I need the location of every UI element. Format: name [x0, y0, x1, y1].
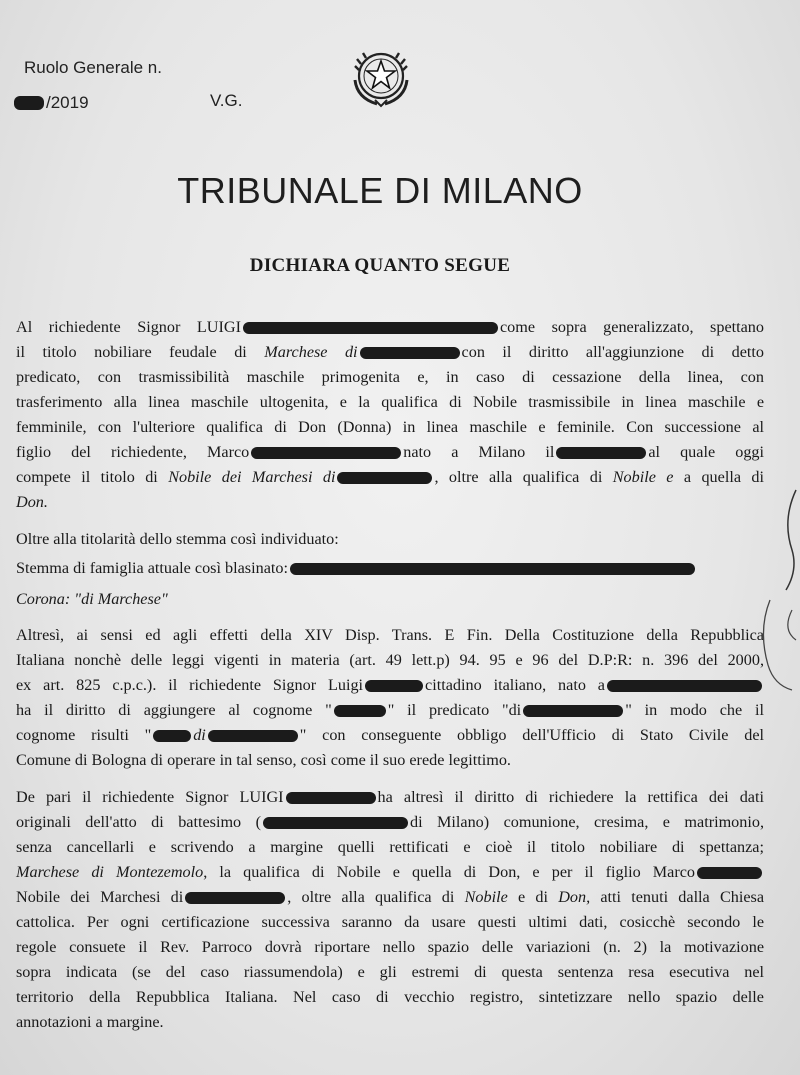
- para5-line4: ha il diritto di aggiungere al cognome " " il predicato "di " in modo che il: [16, 701, 764, 719]
- para5-line6: Comune di Bologna di operare in tal senso, così come il suo erede legittimo.: [16, 751, 511, 769]
- para1-line7: compete il titolo di Nobile dei Marchesi di , oltre alla qualifica di Nobile e a quella di: [16, 468, 765, 486]
- para1-line8: Don.: [16, 493, 48, 511]
- redaction-mark: [334, 705, 386, 717]
- para6-line3: senza cancellarli e scrivendo a margine quelli rettificati e cioè il titolo nobiliare di spettanza;: [16, 838, 764, 856]
- redaction-mark: [556, 447, 646, 459]
- para1-line2: il titolo nobiliare feudale di Marchese di con il diritto all'aggiunzione di detto: [16, 343, 764, 361]
- para3-line: Stemma di famiglia attuale così blasinato:: [16, 557, 764, 579]
- para6-line5: Nobile dei Marchesi di , oltre alla qualifica di Nobile e di Don, atti tenuti dalla Chiesa: [16, 888, 765, 906]
- redaction-mark: [286, 792, 376, 804]
- para5-line2: Italiana nonchè delle leggi vigenti in materia (art. 49 lett.p) 94. 95 e 96 del D.P:R: n. 396 del 2000,: [16, 651, 764, 669]
- para5-line1: Altresì, ai sensi ed agli effetti della XIV Disp. Trans. E Fin. Della Costituzione della Repubblica: [16, 626, 764, 644]
- handwritten-signature-mark: [752, 480, 800, 700]
- para5-line5: cognome risulti " di " con conseguente obbligo dell'Ufficio di Stato Civile del: [16, 726, 764, 744]
- para6-line4: Marchese di Montezemolo, la qualifica di Nobile e quella di Don, e per il figlio Marco: [16, 861, 764, 883]
- para6-line7: regole consuete il Rev. Parroco dovrà riportare nello spazio delle variazioni (n. 2) la motivazione: [16, 938, 764, 956]
- court-title: TRIBUNALE DI MILANO: [177, 170, 583, 211]
- para6-line10: annotazioni a margine.: [16, 1013, 164, 1031]
- redaction-mark: [523, 705, 623, 717]
- para5-line3: ex art. 825 c.p.c.). il richiedente Signor Luigi cittadino italiano, nato a: [16, 674, 764, 696]
- para6-line9: territorio della Repubblica Italiana. Nel caso di vecchio registro, sintetizzare nello spazio delle: [16, 988, 764, 1006]
- italian-emblem-icon: [345, 40, 417, 112]
- redaction-mark: [290, 563, 695, 575]
- para1-line4: trasferimento alla linea maschile ultogenita, e la qualifica di Nobile trasmissibile in linea maschile e: [16, 393, 764, 411]
- para1-line5: femminile, con l'ulteriore qualifica di Don (Donna) in linea maschile e feminile. Con successione al: [16, 418, 764, 436]
- redaction-mark: [360, 347, 460, 359]
- para1-line6: figlio del richiedente, Marco nato a Milano il al quale oggi: [16, 443, 764, 461]
- redaction-mark: [243, 322, 498, 334]
- para4-crown: Corona: "di Marchese": [16, 590, 168, 608]
- declaration-heading: DICHIARA QUANTO SEGUE: [249, 255, 511, 276]
- ruolo-generale-label: Ruolo Generale n.: [24, 58, 162, 77]
- case-number: [12, 93, 89, 113]
- redaction-mark: [153, 730, 191, 742]
- redaction-mark: [14, 96, 44, 110]
- redaction-mark: [208, 730, 298, 742]
- vg-label: V.G.: [210, 91, 243, 110]
- redaction-mark: [607, 680, 762, 692]
- para1-line3: predicato, con trasmissibilità maschile primogenita e, in caso di cessazione della linea, con: [16, 368, 764, 386]
- redaction-mark: [337, 472, 432, 484]
- redaction-mark: [697, 867, 762, 879]
- para2-text: Oltre alla titolarità dello stemma così individuato:: [16, 530, 339, 548]
- para1-line1: Al richiedente Signor LUIGI come sopra generalizzato, spettano: [16, 318, 764, 336]
- case-year: /2019: [46, 93, 89, 112]
- redaction-mark: [251, 447, 401, 459]
- para6-line2: originali dell'atto di battesimo ( di Milano) comunione, cresima, e matrimonio,: [16, 813, 764, 831]
- redaction-mark: [365, 680, 423, 692]
- redaction-mark: [185, 892, 285, 904]
- para6-line8: sopra indicata (se del caso riassumendola) e gli estremi di questa sentenza resa esecutiva nel: [16, 963, 764, 981]
- para6-line1: De pari il richiedente Signor LUIGI ha altresì il diritto di richiedere la rettifica dei dati: [16, 788, 764, 806]
- para6-line6: cattolica. Per ogni certificazione successiva saranno da usare questi ultimi dati, cosicchè secondo le: [16, 913, 764, 931]
- redaction-mark: [263, 817, 408, 829]
